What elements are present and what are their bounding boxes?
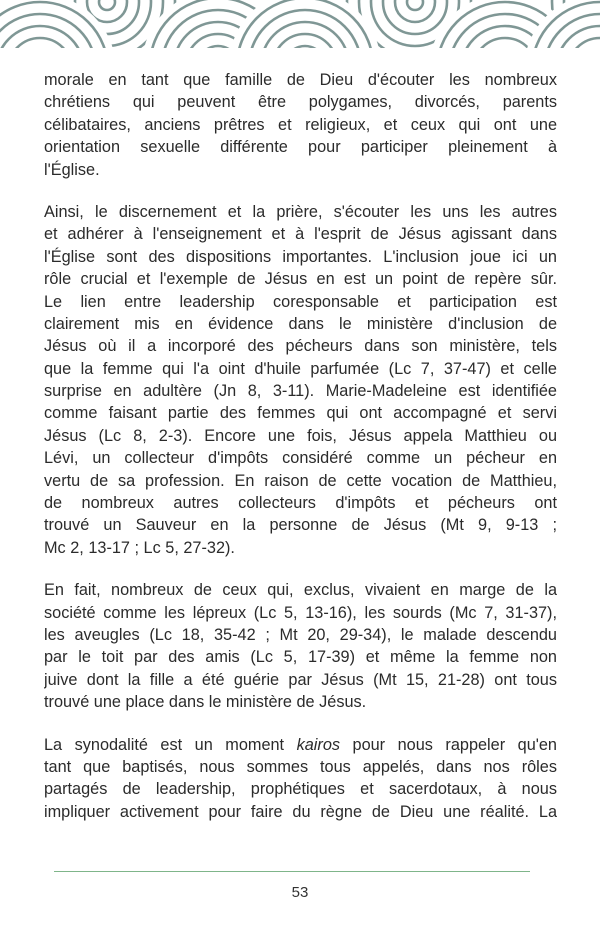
text-line: partagés de leadership, prophétiques et sacerdotaux, à nous: [44, 780, 557, 799]
text-line: que la femme qui l'a oint d'huile parfumée (Lc 7, 37-47) et celle: [44, 359, 557, 378]
emphasis-kairos: kairos: [296, 735, 341, 754]
text-line: [44, 734, 557, 756]
page-body: [44, 69, 557, 843]
text-line: l'Église sont des dispositions importantes. L'inclusion joue ici un: [44, 247, 557, 266]
text-line: vertu de sa profession. En raison de cette vocation de Matthieu,: [44, 471, 557, 490]
text-segment: pour nous rappeler qu'en: [340, 735, 557, 754]
text-line: Lévi, un collecteur d'impôts considéré comme un pécheur en: [44, 449, 557, 468]
paragraph: [44, 579, 557, 713]
text-line: Ainsi, le discernement et la prière, s'écouter les uns les autres: [44, 202, 557, 221]
text-line: de nombreux autres collecteurs d'impôts et pécheurs ont: [44, 494, 557, 513]
text-line: surprise en adultère (Jn 8, 3-11). Marie-Madeleine est identifiée: [44, 382, 557, 401]
text-line: rôle crucial et l'exemple de Jésus en est un point de repère sûr.: [44, 270, 557, 289]
text-segment: La synodalité est un moment: [44, 735, 297, 754]
text-line: Le lien entre leadership coresponsable et participation est: [44, 292, 557, 311]
text-line: et adhérer à l'enseignement et à l'esprit de Jésus agissant dans: [44, 225, 557, 244]
text-line: Mc 2, 13-17 ; Lc 5, 27-32).: [44, 538, 235, 557]
text-line: trouvé une place dans le ministère de Jésus.: [44, 693, 367, 712]
text-line: les aveugles (Lc 18, 35-42 ; Mt 20, 29-34), le malade descendu: [44, 625, 557, 644]
text-line: Jésus (Lc 8, 2-3). Encore une fois, Jésus appela Matthieu ou: [44, 426, 557, 445]
text-line: impliquer activement pour faire du règne de Dieu une réalité. La: [44, 802, 557, 821]
text-line: chrétiens qui peuvent être polygames, divorcés, parents: [44, 93, 557, 112]
text-line: clairement mis en évidence dans le ministère d'inclusion de: [44, 314, 557, 333]
text-line: société comme les lépreux (Lc 5, 13-16), les sourds (Mc 7, 31-37),: [44, 603, 557, 622]
text-line: Jésus où il a incorporé des pécheurs dans son ministère, tels: [44, 337, 557, 356]
text-line: juive dont la fille a été guérie par Jésus (Mt 15, 21-28) ont tous: [44, 670, 557, 689]
paragraph: [44, 734, 557, 824]
text-line: comme faisant partie des femmes qui ont accompagné et servi: [44, 404, 557, 423]
text-line: orientation sexuelle différente pour participer pleinement à: [44, 138, 557, 157]
text-line: célibataires, anciens prêtres et religieux, et ceux qui ont une: [44, 115, 557, 134]
text-line: l'Église.: [44, 160, 100, 179]
text-line: En fait, nombreux de ceux qui, exclus, vivaient en marge de la: [44, 581, 557, 600]
paragraph: [44, 201, 557, 559]
text-line: morale en tant que famille de Dieu d'écouter les nombreux: [44, 71, 557, 89]
page-number: 53: [291, 884, 309, 901]
text-line: par le toit par des amis (Lc 5, 17-39) et même la femme non: [44, 648, 557, 667]
paragraph: [44, 69, 557, 181]
footer-divider: [54, 871, 530, 872]
text-line: tant que baptisés, nous sommes tous appelés, dans nos rôles: [44, 757, 557, 776]
decorative-header-pattern: [0, 0, 600, 48]
text-line: trouvé un Sauveur en la personne de Jésus (Mt 9, 9-13 ;: [44, 516, 557, 535]
